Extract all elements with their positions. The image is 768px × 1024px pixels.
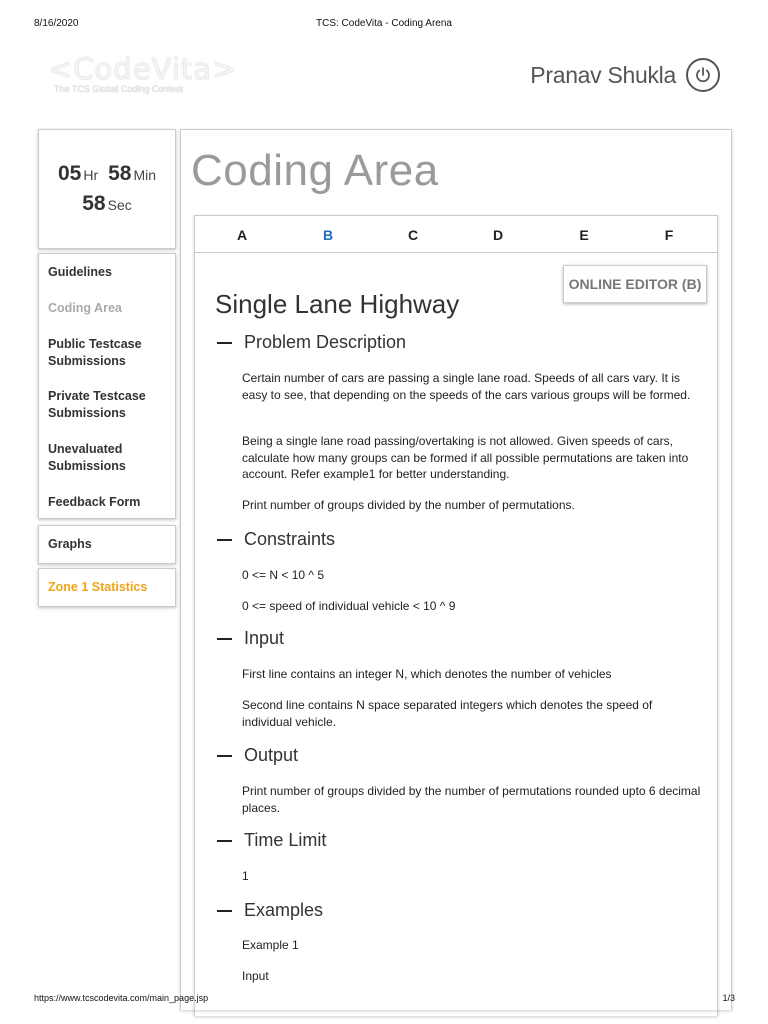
time-limit-value: 1	[242, 869, 249, 883]
section-heading: Problem Description	[244, 332, 407, 352]
constraint-line: 0 <= N < 10 ^ 5	[242, 568, 325, 582]
sidebar-item-graphs[interactable]: Graphs	[48, 537, 92, 551]
print-footer	[0, 993, 768, 1007]
timer-hours-unit: Hr	[83, 167, 99, 183]
section-heading: Output	[244, 745, 299, 765]
print-header	[0, 18, 768, 32]
timer-hours: 05	[57, 162, 82, 185]
timer-minutes-unit: Min	[133, 167, 157, 183]
collapse-minus-icon[interactable]	[217, 638, 232, 640]
codevita-logo[interactable]	[48, 52, 238, 100]
power-icon[interactable]	[686, 58, 720, 92]
section-heading: Time Limit	[244, 830, 327, 850]
sidebar-item-public-testcase[interactable]: Public Testcase Submissions	[48, 337, 142, 368]
description-paragraph: Print number of groups divided by the number of permutations.	[242, 498, 575, 512]
section-heading: Input	[244, 628, 285, 648]
timer-seconds-unit: Sec	[107, 197, 132, 213]
sidebar-item-coding-area[interactable]: Coding Area	[48, 301, 122, 315]
coding-area-panel	[180, 129, 732, 1010]
example-input-label: Input	[242, 969, 269, 983]
output-paragraph: Print number of groups divided by the number of permutations rounded upto 6 decimal places.	[242, 784, 701, 815]
user-area	[530, 57, 720, 93]
section-input[interactable]	[217, 628, 284, 649]
countdown-timer	[38, 129, 176, 249]
graphs-box	[38, 525, 176, 564]
section-heading: Constraints	[244, 529, 336, 549]
zone-stats-box	[38, 568, 176, 607]
section-constraints[interactable]	[217, 529, 335, 550]
problem-title: Single Lane Highway	[215, 289, 460, 319]
page-title: Coding Area	[191, 146, 439, 195]
constraint-line: 0 <= speed of individual vehicle < 10 ^ 9	[242, 599, 456, 613]
print-page-title: TCS: CodeVita - Coding Arena	[315, 18, 452, 29]
online-editor-button[interactable]: ONLINE EDITOR (B)	[563, 265, 707, 303]
logo-text: <CodeVita>	[48, 52, 238, 86]
tab-c[interactable]: C	[407, 227, 419, 243]
tab-b[interactable]: B	[322, 227, 334, 243]
sidebar-nav	[38, 253, 176, 519]
logo-tagline: The TCS Global Coding Contest	[54, 84, 183, 94]
collapse-minus-icon[interactable]	[217, 755, 232, 757]
section-heading: Examples	[244, 900, 324, 920]
sidebar-item-feedback[interactable]: Feedback Form	[48, 495, 141, 509]
collapse-minus-icon[interactable]	[217, 539, 232, 541]
input-paragraph: First line contains an integer N, which denotes the number of vehicles	[242, 667, 612, 681]
collapse-minus-icon[interactable]	[217, 840, 232, 842]
collapse-minus-icon[interactable]	[217, 342, 232, 344]
section-output[interactable]	[217, 745, 298, 766]
sidebar-item-zone-stats[interactable]: Zone 1 Statistics	[48, 580, 148, 594]
tab-a[interactable]: A	[236, 227, 248, 243]
tab-d[interactable]: D	[492, 227, 504, 243]
timer-minutes: 58	[108, 162, 132, 185]
section-time-limit[interactable]	[217, 830, 326, 851]
tab-e[interactable]: E	[579, 227, 589, 243]
problem-tabs	[195, 216, 717, 253]
timer-seconds: 58	[82, 192, 106, 215]
example-label: Example 1	[242, 938, 299, 952]
problem-panel	[194, 215, 718, 1016]
input-paragraph: Second line contains N space separated integers which denotes the speed of individual vehicle.	[242, 698, 653, 729]
description-paragraph: Being a single lane road passing/overtaking is not allowed. Given speeds of cars, calculate how many groups can be formed if all possible permutations are taken into account. Refer example1 for better understanding.	[242, 434, 689, 481]
print-date: 8/16/2020	[34, 18, 79, 29]
sidebar-item-private-testcase[interactable]: Private Testcase Submissions	[48, 389, 146, 420]
description-paragraph: Certain number of cars are passing a single lane road. Speeds of all cars vary. It is easy to see, that depending on the speeds of the cars various groups will be formed.	[242, 371, 691, 402]
user-name: Pranav Shukla	[530, 61, 676, 88]
tab-f[interactable]: F	[664, 227, 674, 243]
sidebar-item-guidelines[interactable]: Guidelines	[48, 265, 112, 279]
print-url: https://www.tcscodevita.com/main_page.jsp	[34, 993, 209, 1003]
section-problem-description[interactable]	[217, 332, 406, 353]
sidebar-item-unevaluated[interactable]: Unevaluated Submissions	[48, 442, 126, 473]
collapse-minus-icon[interactable]	[217, 910, 232, 912]
section-examples[interactable]	[217, 900, 323, 921]
print-page-number: 1/3	[722, 993, 735, 1003]
